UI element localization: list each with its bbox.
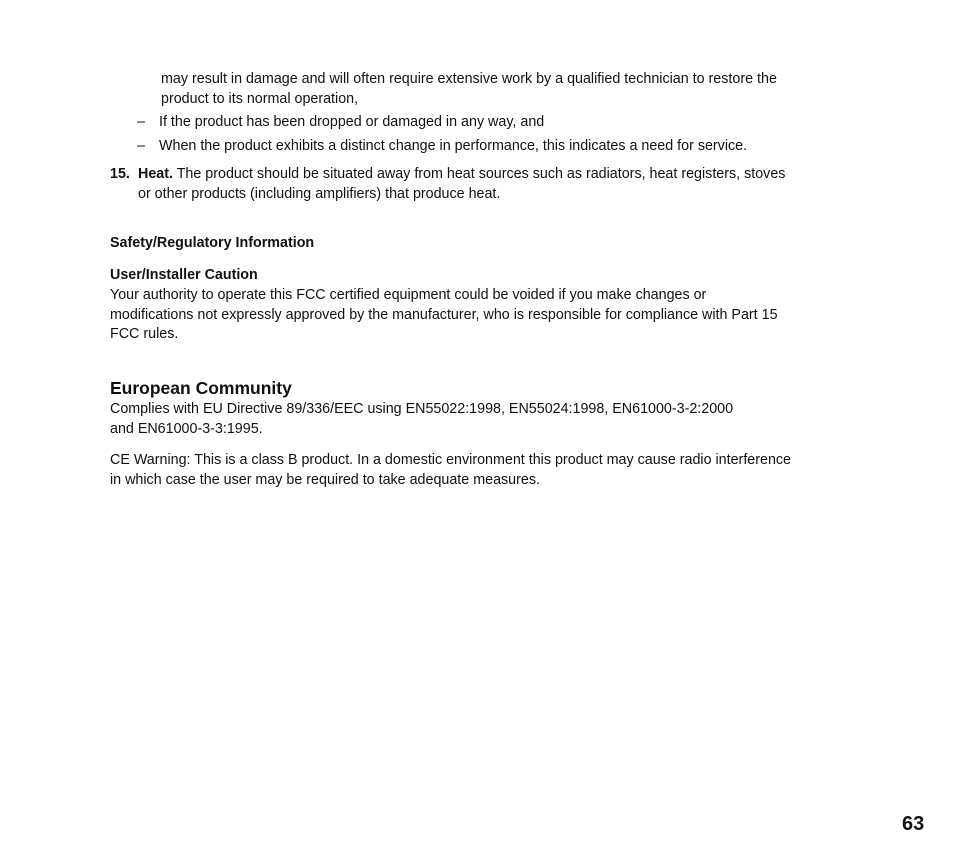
dash-list-item: [137, 137, 851, 157]
caution-heading: User/Installer Caution: [110, 267, 258, 283]
ce-warning-paragraph: [110, 451, 850, 490]
dash-item-text: When the product exhibits a distinct change in performance, this indicates a need for service.: [159, 138, 748, 154]
dash-item-text: If the product has been dropped or damaged in any way, and: [159, 114, 545, 130]
item-number: 15.: [110, 166, 130, 182]
item-body: [138, 165, 850, 204]
caution-line-2: modifications not expressly approved by the manufacturer, who is responsible for compliance with Part 15: [110, 306, 778, 323]
european-heading: European Community: [110, 378, 292, 398]
safety-heading: Safety/Regulatory Information: [110, 235, 315, 251]
page-number: 63: [902, 813, 925, 835]
dash-bullet: –: [137, 114, 145, 130]
directive-paragraph: [110, 400, 850, 439]
directive-line-1: Complies with EU Directive 89/336/EEC using EN55022:1998, EN55024:1998, EN61000-3-2:2000: [110, 401, 734, 417]
item-line-2: or other products (including amplifiers) that produce heat.: [138, 185, 501, 202]
continuation-line-2: product to its normal operation,: [161, 90, 359, 107]
item-lead: Heat.: [138, 166, 173, 182]
ce-warning-line-1: CE Warning: This is a class B product. In a domestic environment this product may cause radio interference: [110, 452, 792, 468]
continuation-paragraph: [161, 70, 851, 109]
item-line-1: The product should be situated away from heat sources such as radiators, heat registers, stoves: [176, 166, 786, 182]
dash-bullet: –: [137, 138, 145, 154]
dash-list-item: [137, 113, 851, 133]
caution-paragraph: [110, 286, 850, 345]
ce-warning-line-2: in which case the user may be required to take adequate measures.: [110, 471, 540, 488]
continuation-line-1: may result in damage and will often require extensive work by a qualified technician to restore the: [161, 71, 777, 87]
caution-line-3: FCC rules.: [110, 326, 179, 342]
directive-line-2: and EN61000-3-3:1995.: [110, 420, 263, 437]
caution-line-1: Your authority to operate this FCC certified equipment could be voided if you make changes or: [110, 287, 707, 303]
